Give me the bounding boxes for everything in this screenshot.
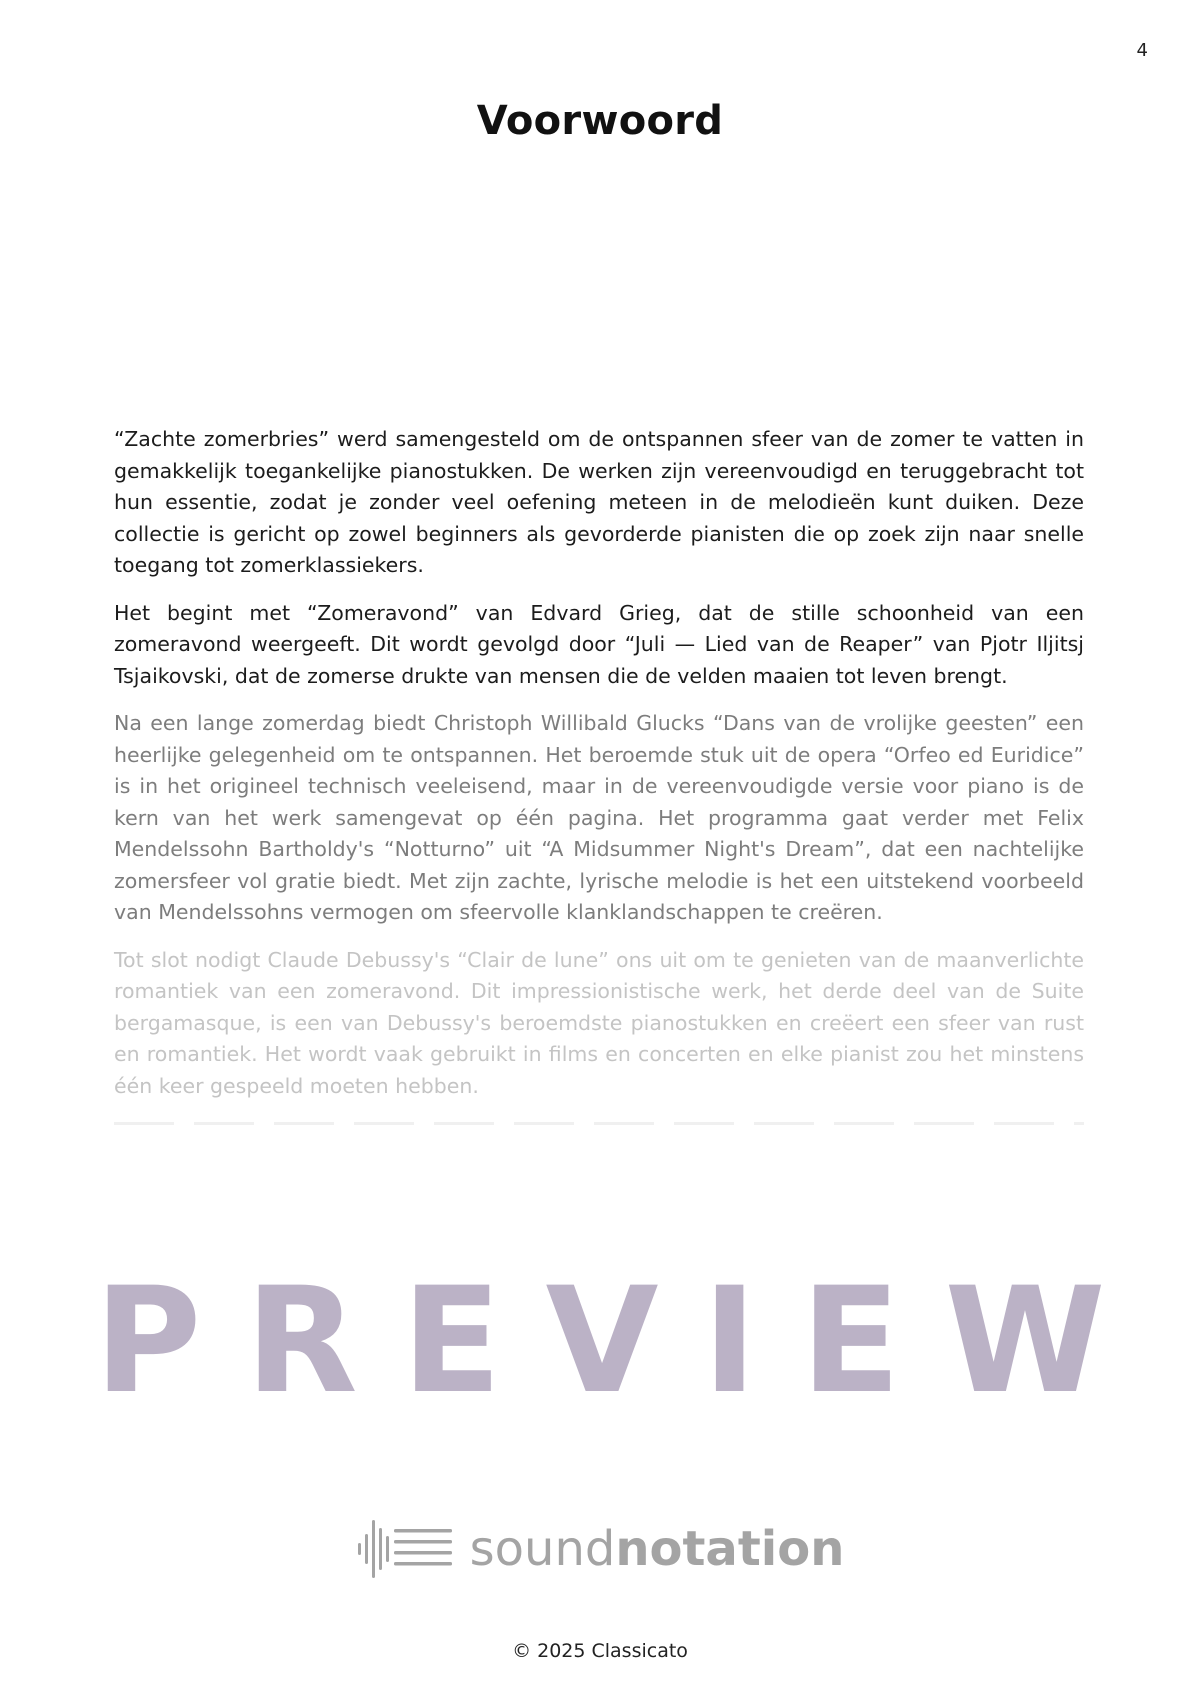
- page-title: Voorwoord: [476, 98, 724, 144]
- preview-watermark: PREVIEW: [94, 1256, 1150, 1426]
- copyright-notice: © 2025 Classicato: [512, 1640, 688, 1662]
- faded-text-line: [114, 1122, 1084, 1125]
- soundwave-staff-icon: [356, 1514, 456, 1584]
- brand-name: [469, 1521, 845, 1577]
- paragraph-intro: “Zachte zomerbries” werd samengesteld om de ontspannen sfeer van de zomer te vatten in gemakkelijk toegankelijke pianostukken. De werken zijn vereenvoudigd en teruggebracht tot hun essentie, zodat je zonder veel oefening meteen in de melodieën kunt duiken. Deze collectie is gericht op zowel beginners als gevorderde pianisten die op zoek zijn naar snelle toegang tot zomerklassiekers.: [114, 427, 1084, 577]
- page-number: 4: [1136, 40, 1148, 61]
- brand-name-notation: notation: [615, 1521, 845, 1577]
- paragraph-grieg: Het begint met “Zomeravond” van Edvard Grieg, dat de stille schoonheid van een zomeravond weergeeft. Dit wordt gevolgd door “Juli — Lied van de Reaper” van Pjotr Iljitsj Tsjaikovski, dat de zomerse drukte van mensen die de velden maaien tot leven brengt.: [114, 600, 1084, 688]
- body-text: [114, 424, 1084, 1118]
- brand-name-sound: sound: [469, 1521, 616, 1577]
- paragraph-debussy: Tot slot nodigt Claude Debussy's “Clair de lune” ons uit om te genieten van de maanverlichte romantiek van een zomeravond. Dit impressionistische werk, het derde deel van de Suite bergamasque, is een van Debussy's beroemdste pianostukken en creëert een sfeer van rust en romantiek. Het wordt vaak gebruikt in films en concerten en elke pianist zou het minstens één keer gespeeld moeten hebben.: [114, 947, 1084, 1098]
- paragraph-gluck: Na een lange zomerdag biedt Christoph Willibald Glucks “Dans van de vrolijke geesten” een heerlijke gelegenheid om te ontspannen. Het beroemde stuk uit de opera “Orfeo ed Euridice” is in het origineel technisch veeleisend, maar in de vereenvoudigde versie voor piano is de kern van het werk samengevat op één pagina. Het programma gaat verder met Felix Mendelssohn Bartholdy's “Notturno” uit “A Midsummer Night's Dream”, dat een nachtelijke zomersfeer vol gratie biedt. Met zijn zachte, lyrische melodie is het een uitstekend voorbeeld van Mendelssohns vermogen om sfeervolle klanklandschappen te creëren.: [114, 711, 1084, 924]
- brand-logo: [0, 1514, 1200, 1584]
